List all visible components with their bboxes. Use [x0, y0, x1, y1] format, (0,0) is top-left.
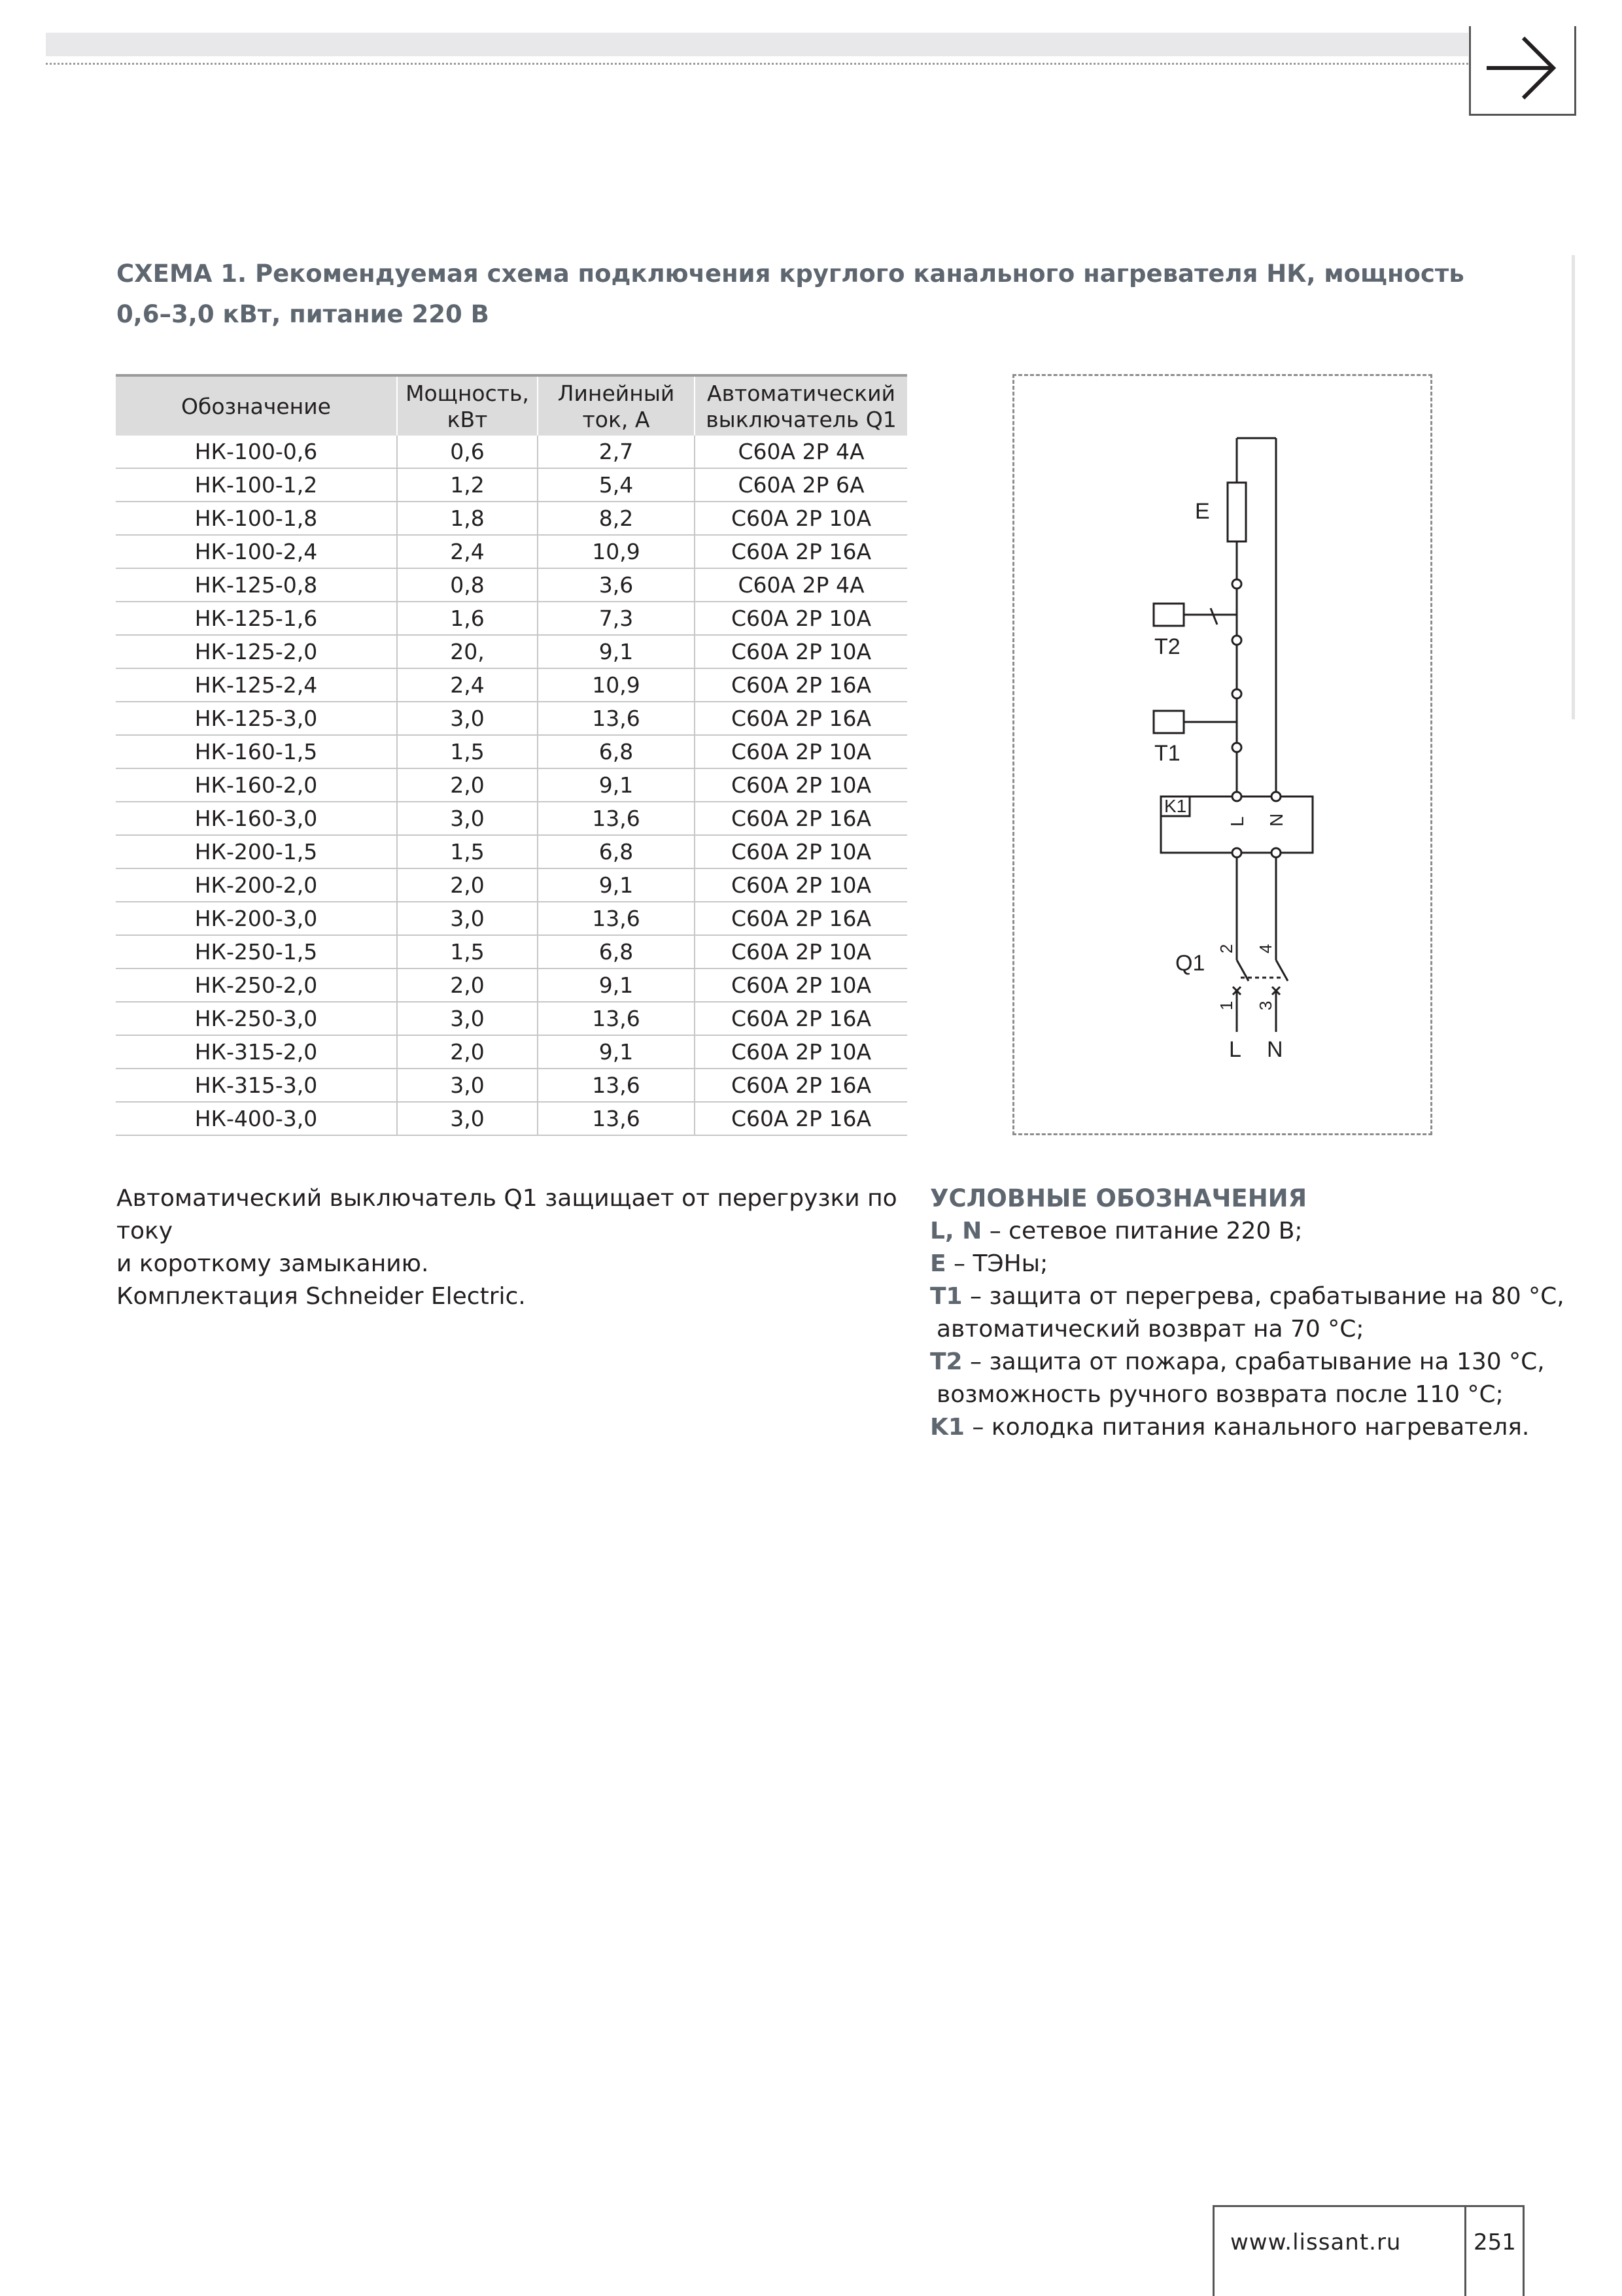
legend-item: [930, 1411, 1584, 1444]
label-t1: T1: [1154, 741, 1181, 766]
legend-key: E: [930, 1250, 946, 1277]
cell-power: 0,8: [397, 568, 538, 602]
header-current: Линейный ток, А: [538, 375, 695, 436]
legend-key: T2: [930, 1348, 963, 1375]
page-number: 251: [1474, 2229, 1516, 2255]
legend-key: T1: [930, 1283, 963, 1310]
legend-item-continued: автоматический возврат на 70 °С;: [937, 1316, 1364, 1343]
legend-text: – защита от пожара, срабатывание на 130 °С,: [962, 1348, 1545, 1375]
cell-current: 9,1: [538, 968, 695, 1002]
cell-power: 3,0: [397, 1069, 538, 1102]
thermostat-t1-symbol: [1154, 711, 1184, 733]
cell-power: 1,5: [397, 835, 538, 868]
cell-breaker: С60А 2Р 10А: [695, 935, 907, 968]
note-line: Автоматический выключатель Q1 защищает от перегрузки по току: [116, 1185, 897, 1244]
cell-current: 9,1: [538, 1035, 695, 1069]
website-link[interactable]: www.lissant.ru: [1230, 2229, 1402, 2255]
cell-current: 13,6: [538, 702, 695, 735]
cell-designation: НК-400-3,0: [116, 1102, 397, 1135]
legend: [930, 1182, 1584, 1444]
label-k1-l: L: [1227, 816, 1247, 827]
table-row: [116, 535, 907, 568]
table-row: [116, 768, 907, 802]
cell-current: 13,6: [538, 1102, 695, 1135]
cell-designation: НК-125-2,4: [116, 668, 397, 702]
page-title: СХЕМА 1. Рекомендуемая схема подключения круглого канального нагревателя НК, мощность 0,6–3,0 кВт, питание 220 В: [116, 260, 1464, 328]
table-row: [116, 1035, 907, 1069]
cell-designation: НК-100-2,4: [116, 535, 397, 568]
cell-designation: НК-315-2,0: [116, 1035, 397, 1069]
table-row: [116, 635, 907, 668]
cell-breaker: С60А 2Р 16А: [695, 902, 907, 935]
table-row: [116, 735, 907, 768]
table-row: [116, 1102, 907, 1135]
cell-designation: НК-125-0,8: [116, 568, 397, 602]
legend-key: K1: [930, 1414, 965, 1441]
table-header-row: [116, 375, 907, 436]
cell-power: 3,0: [397, 702, 538, 735]
cell-current: 9,1: [538, 868, 695, 902]
table-row: [116, 868, 907, 902]
cell-current: 13,6: [538, 802, 695, 835]
footer-divider: [1464, 2207, 1466, 2296]
cell-designation: НК-160-2,0: [116, 768, 397, 802]
cell-power: 2,4: [397, 668, 538, 702]
cell-breaker: С60А 2Р 10А: [695, 1035, 907, 1069]
cell-designation: НК-250-2,0: [116, 968, 397, 1002]
legend-text: – сетевое питание 220 В;: [982, 1218, 1303, 1244]
node-3: [1232, 689, 1241, 698]
cell-power: 1,6: [397, 602, 538, 635]
cell-current: 10,9: [538, 535, 695, 568]
legend-item: [930, 1248, 1584, 1280]
thermostat-t2-symbol: [1154, 604, 1184, 626]
cell-current: 6,8: [538, 735, 695, 768]
cell-designation: НК-160-1,5: [116, 735, 397, 768]
label-e: E: [1195, 499, 1210, 524]
cell-designation: НК-250-3,0: [116, 1002, 397, 1035]
node-1: [1232, 579, 1241, 589]
header-dotted-rule: [46, 63, 1468, 65]
cell-breaker: С60А 2Р 4А: [695, 568, 907, 602]
node-2: [1232, 636, 1241, 645]
legend-text: – защита от перегрева, срабатывание на 80 °С,: [962, 1283, 1564, 1310]
table-row: [116, 902, 907, 935]
cell-designation: НК-100-0,6: [116, 436, 397, 468]
table-row: [116, 835, 907, 868]
breaker-note: [116, 1182, 921, 1313]
cell-current: 7,3: [538, 602, 695, 635]
label-k1: K1: [1164, 796, 1187, 816]
wiring-schematic: [1014, 376, 1434, 1137]
node-4: [1232, 743, 1241, 752]
cell-current: 13,6: [538, 1069, 695, 1102]
spec-table: [116, 374, 907, 1136]
cell-power: 0,6: [397, 436, 538, 468]
label-pin-2: 2: [1216, 944, 1236, 953]
label-pin-3: 3: [1256, 1001, 1275, 1010]
note-line: и короткому замыканию.: [116, 1250, 429, 1277]
cell-breaker: С60А 2Р 16А: [695, 668, 907, 702]
table-row: [116, 702, 907, 735]
table-row: [116, 468, 907, 502]
legend-item-continued: возможность ручного возврата после 110 °С;: [937, 1381, 1504, 1408]
note-line: Комплектация Schneider Electric.: [116, 1283, 526, 1310]
table-row: [116, 1069, 907, 1102]
label-pin-1: 1: [1216, 1001, 1236, 1010]
cell-power: 1,8: [397, 502, 538, 535]
cell-breaker: С60А 2Р 16А: [695, 1102, 907, 1135]
cell-power: 1,5: [397, 935, 538, 968]
cell-power: 3,0: [397, 802, 538, 835]
header-band: [46, 33, 1468, 56]
cell-breaker: С60А 2Р 16А: [695, 1069, 907, 1102]
header-breaker: Автоматический выключатель Q1: [695, 375, 907, 436]
cell-breaker: С60А 2Р 10А: [695, 602, 907, 635]
table-row: [116, 568, 907, 602]
cell-designation: НК-125-3,0: [116, 702, 397, 735]
label-q1: Q1: [1175, 951, 1205, 976]
cell-designation: НК-200-1,5: [116, 835, 397, 868]
cell-breaker: С60А 2Р 10А: [695, 835, 907, 868]
cell-power: 2,0: [397, 968, 538, 1002]
heater-e-symbol: [1228, 483, 1246, 541]
legend-item: [930, 1346, 1584, 1379]
table-row: [116, 436, 907, 468]
cell-designation: НК-315-3,0: [116, 1069, 397, 1102]
cell-power: 3,0: [397, 1102, 538, 1135]
t2-switch-mark: [1211, 608, 1217, 625]
label-l-supply: L: [1229, 1037, 1241, 1062]
wiring-diagram: [1012, 374, 1432, 1135]
cell-designation: НК-200-2,0: [116, 868, 397, 902]
cell-designation: НК-100-1,8: [116, 502, 397, 535]
cell-designation: НК-250-1,5: [116, 935, 397, 968]
cell-power: 1,5: [397, 735, 538, 768]
cell-breaker: С60А 2Р 16А: [695, 1002, 907, 1035]
header-power: Мощность, кВт: [397, 375, 538, 436]
cell-designation: НК-125-1,6: [116, 602, 397, 635]
cell-power: 3,0: [397, 1002, 538, 1035]
cell-current: 3,6: [538, 568, 695, 602]
cell-current: 2,7: [538, 436, 695, 468]
page-footer: [1213, 2205, 1525, 2296]
cell-breaker: С60А 2Р 16А: [695, 802, 907, 835]
cell-current: 13,6: [538, 1002, 695, 1035]
legend-item: [930, 1215, 1584, 1248]
table-row: [116, 1002, 907, 1035]
cell-breaker: С60А 2Р 10А: [695, 968, 907, 1002]
cell-designation: НК-160-3,0: [116, 802, 397, 835]
cell-current: 9,1: [538, 768, 695, 802]
legend-item: [930, 1280, 1584, 1313]
cell-breaker: С60А 2Р 10А: [695, 735, 907, 768]
label-pin-4: 4: [1256, 944, 1275, 953]
cell-breaker: С60А 2Р 10А: [695, 502, 907, 535]
node-k1-n-in: [1271, 792, 1281, 801]
cell-breaker: С60А 2Р 10А: [695, 868, 907, 902]
table-row: [116, 968, 907, 1002]
cell-breaker: С60А 2Р 16А: [695, 702, 907, 735]
table-row: [116, 935, 907, 968]
cell-breaker: С60А 2Р 10А: [695, 768, 907, 802]
legend-text: – ТЭНы;: [946, 1250, 1048, 1277]
cell-power: 2,0: [397, 1035, 538, 1069]
cell-designation: НК-100-1,2: [116, 468, 397, 502]
cell-current: 8,2: [538, 502, 695, 535]
cell-designation: НК-125-2,0: [116, 635, 397, 668]
cell-breaker: С60А 2Р 10А: [695, 635, 907, 668]
legend-key: L, N: [930, 1218, 982, 1244]
cell-current: 10,9: [538, 668, 695, 702]
cell-power: 2,0: [397, 768, 538, 802]
table-row: [116, 668, 907, 702]
table-row: [116, 602, 907, 635]
node-k1-n-out: [1271, 848, 1281, 857]
table-row: [116, 802, 907, 835]
cell-breaker: С60А 2Р 6А: [695, 468, 907, 502]
label-t2: T2: [1154, 634, 1181, 659]
cell-current: 9,1: [538, 635, 695, 668]
cell-current: 5,4: [538, 468, 695, 502]
side-rule: [1572, 255, 1575, 719]
table-body: [116, 436, 907, 1135]
cell-breaker: С60А 2Р 16А: [695, 535, 907, 568]
cell-designation: НК-200-3,0: [116, 902, 397, 935]
cell-current: 6,8: [538, 835, 695, 868]
cell-power: 3,0: [397, 902, 538, 935]
cell-power: 2,4: [397, 535, 538, 568]
legend-title: УСЛОВНЫЕ ОБОЗНАЧЕНИЯ: [930, 1184, 1307, 1212]
header-designation: Обозначение: [116, 375, 397, 436]
cell-current: 6,8: [538, 935, 695, 968]
cell-power: 2,0: [397, 868, 538, 902]
label-k1-n: N: [1266, 813, 1286, 827]
arrow-right-icon: [1485, 35, 1559, 101]
cell-power: 20,: [397, 635, 538, 668]
next-page-box[interactable]: [1469, 26, 1576, 116]
legend-text: – колодка питания канального нагревателя.: [964, 1414, 1530, 1441]
label-n-supply: N: [1267, 1037, 1283, 1062]
node-k1-l-out: [1232, 848, 1241, 857]
cell-breaker: С60А 2Р 4А: [695, 436, 907, 468]
table-row: [116, 502, 907, 535]
cell-power: 1,2: [397, 468, 538, 502]
cell-current: 13,6: [538, 902, 695, 935]
footer-border: [1523, 2207, 1525, 2296]
node-k1-l-in: [1232, 792, 1241, 801]
